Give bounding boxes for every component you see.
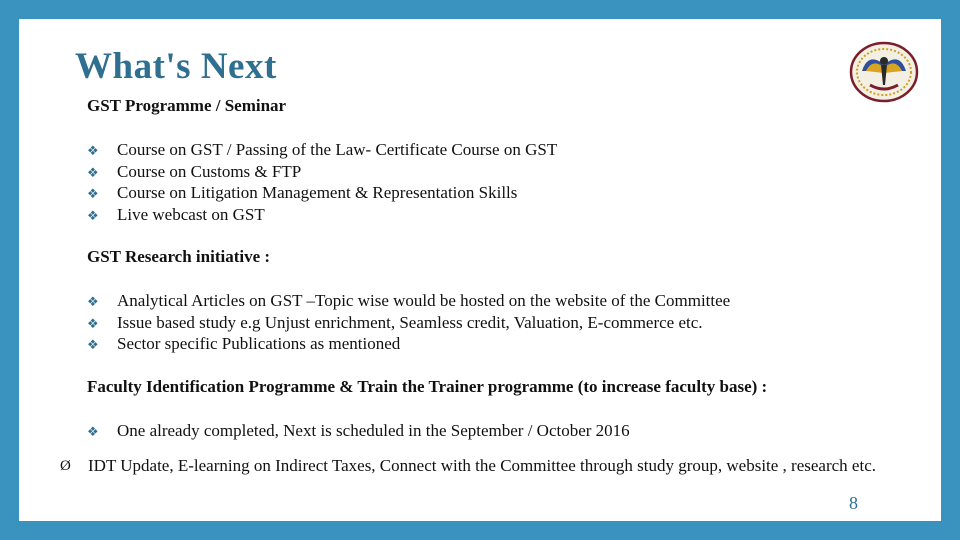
section-heading-research: GST Research initiative : [87, 247, 271, 266]
slide-title: What's Next [75, 46, 277, 87]
diamond-bullet-icon: ❖ [87, 315, 99, 331]
arrow-bullet-icon: Ø [60, 458, 71, 474]
page-number: 8 [849, 493, 858, 513]
diamond-bullet-icon: ❖ [87, 424, 99, 439]
closing-item-text: IDT Update, E-learning on Indirect Taxes, Connect with the Committee through study group, website , research etc. [88, 456, 876, 475]
list-item: ❖ Course on Litigation Management & Representation Skills [87, 182, 557, 204]
faculty-list [87, 420, 630, 442]
list-item: ❖ Live webcast on GST [87, 204, 557, 226]
emblem-logo-icon [848, 41, 920, 103]
slide [19, 19, 941, 521]
diamond-bullet-icon: ❖ [87, 208, 99, 224]
list-item: ❖ Sector specific Publications as mentioned [87, 333, 730, 355]
list-item: ❖ Analytical Articles on GST –Topic wise would be hosted on the website of the Committee [87, 290, 730, 312]
section-heading-faculty: Faculty Identification Programme & Train the Trainer programme (to increase faculty base) : [87, 377, 768, 396]
section-heading-gst-programme: GST Programme / Seminar [87, 96, 287, 115]
list-item: ❖ One already completed, Next is scheduled in the September / October 2016 [87, 420, 630, 442]
diamond-bullet-icon: ❖ [87, 164, 99, 180]
diamond-bullet-icon: ❖ [87, 337, 99, 353]
closing-item [60, 455, 920, 477]
list-item: ❖ Course on Customs & FTP [87, 161, 557, 183]
diamond-bullet-icon: ❖ [87, 143, 99, 158]
gst-programme-list [87, 139, 557, 226]
list-item: ❖ Course on GST / Passing of the Law- Certificate Course on GST [87, 139, 557, 161]
research-list [87, 290, 730, 355]
diamond-bullet-icon: ❖ [87, 294, 99, 309]
diamond-bullet-icon: ❖ [87, 186, 99, 202]
list-item: ❖ Issue based study e.g Unjust enrichment, Seamless credit, Valuation, E-commerce etc. [87, 312, 730, 334]
